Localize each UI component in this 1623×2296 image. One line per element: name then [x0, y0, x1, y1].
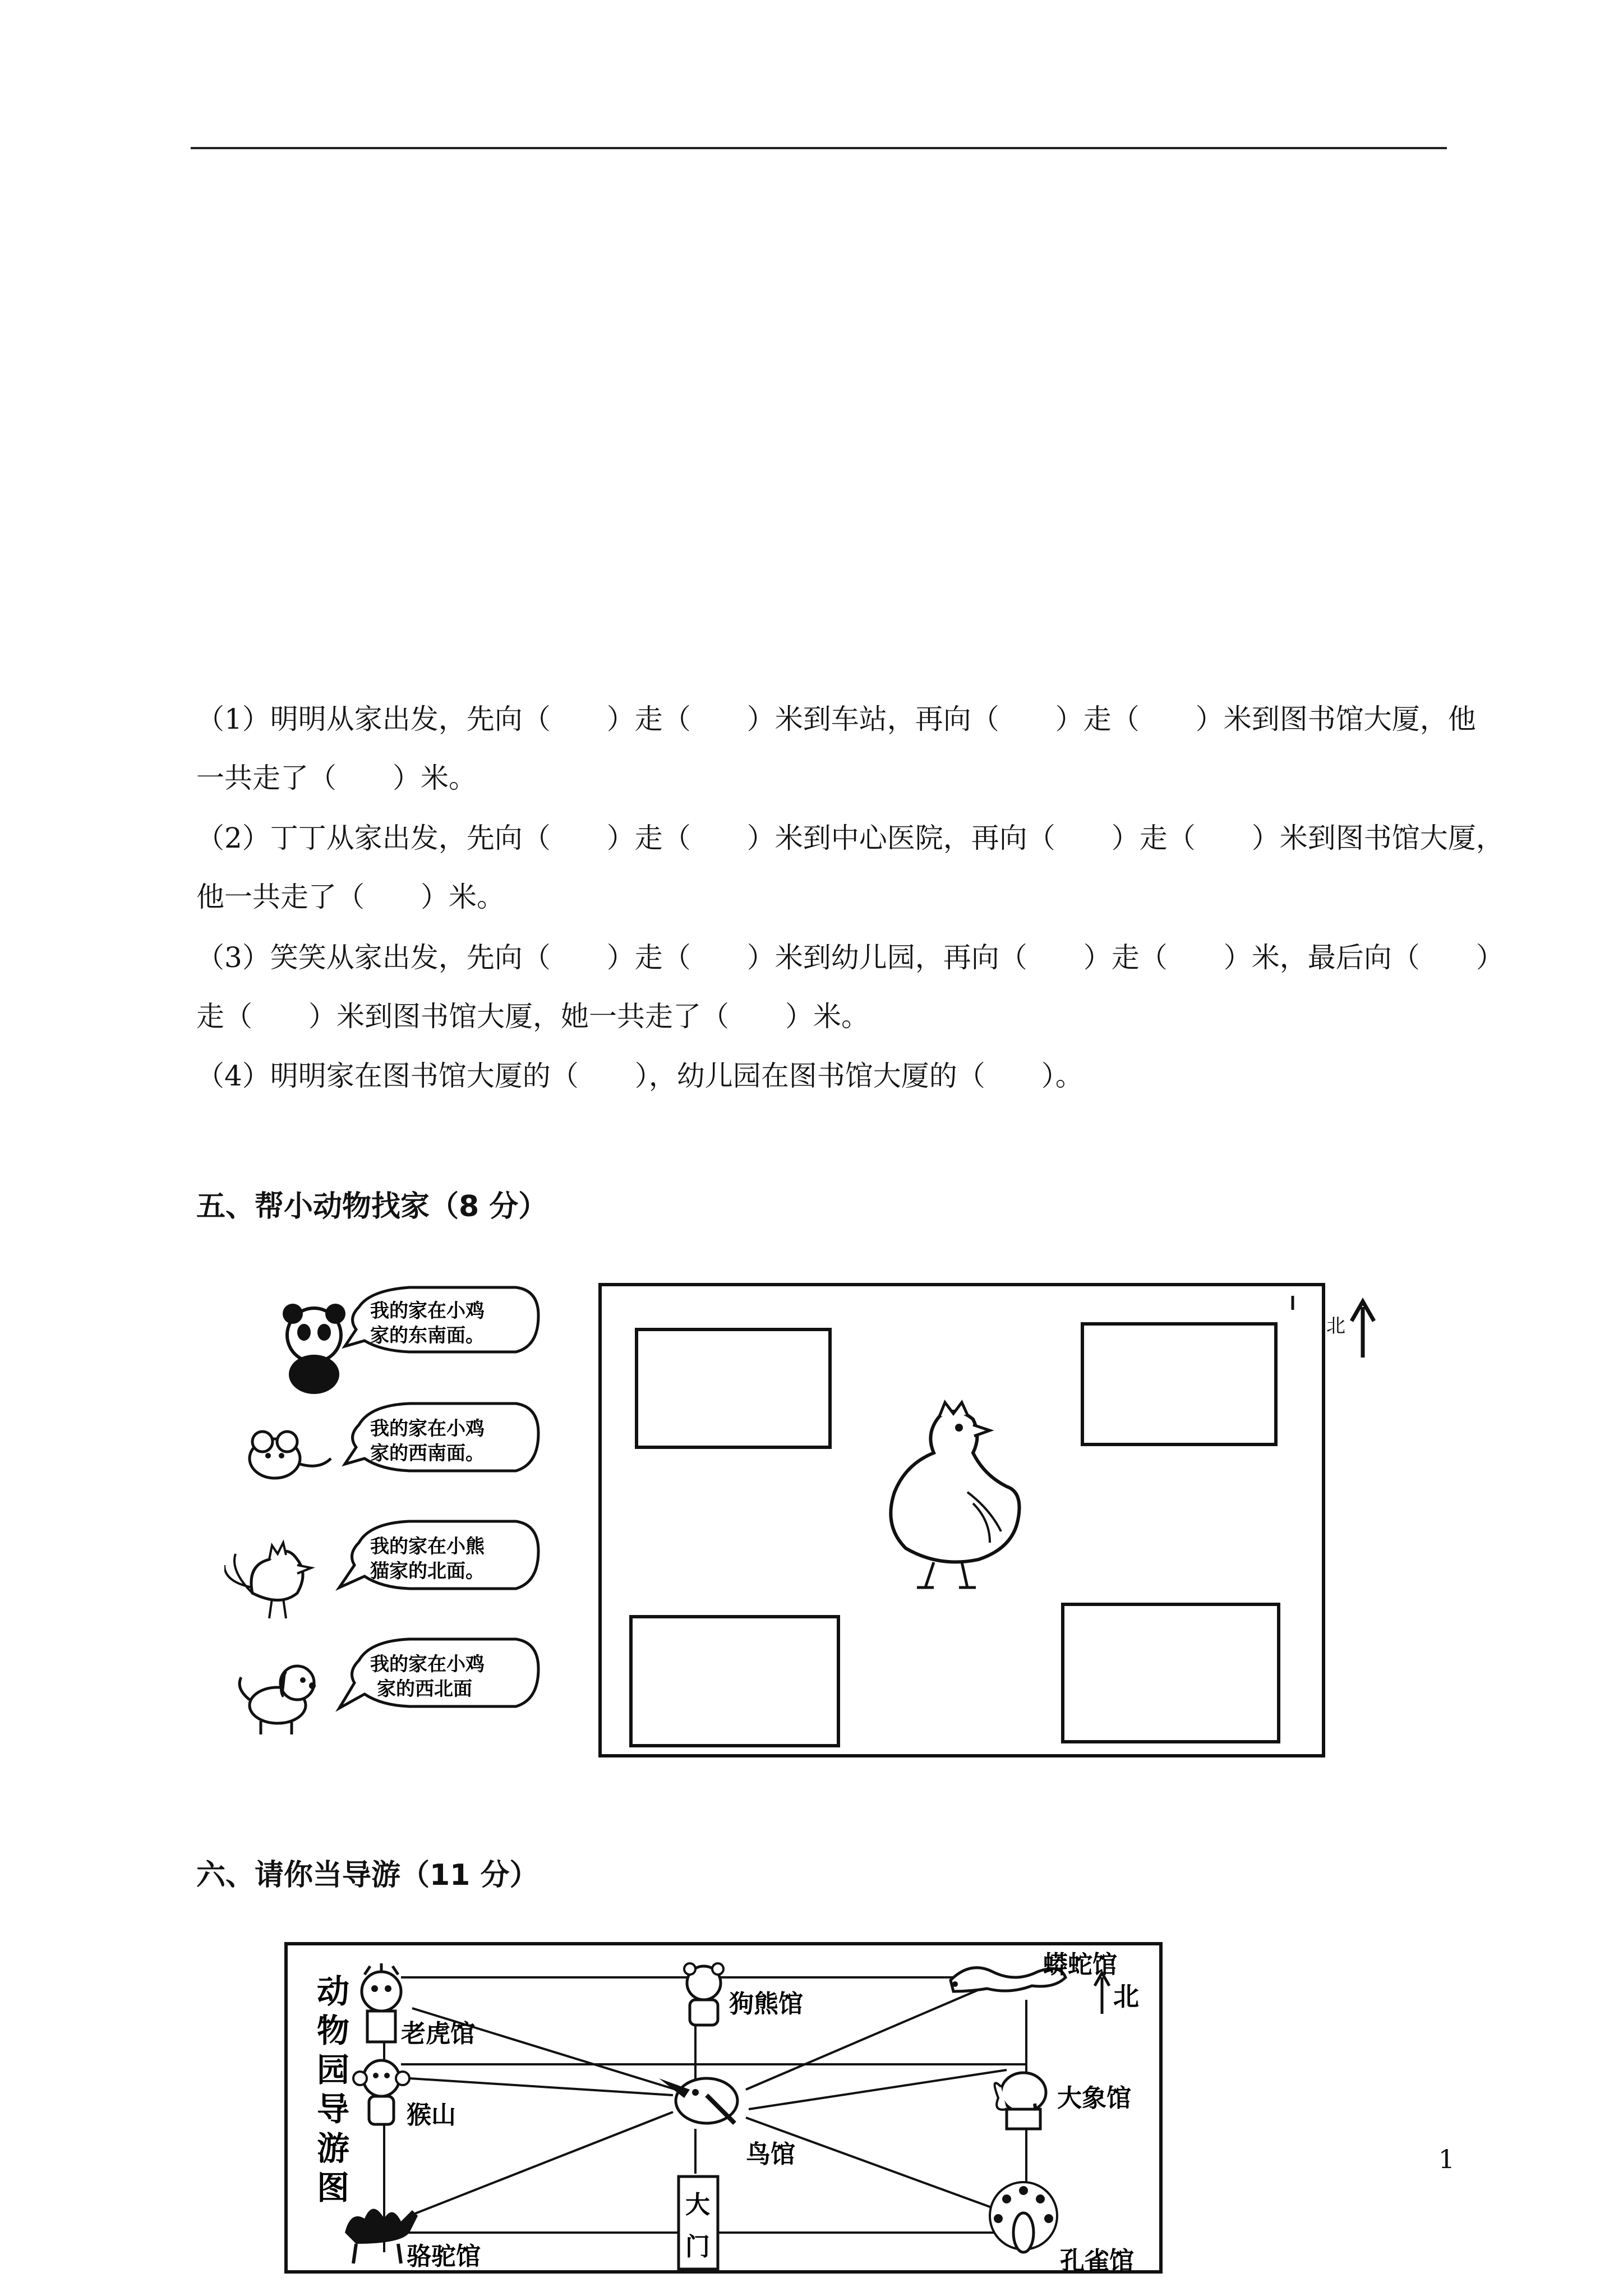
- map-title-char-1: 动: [317, 1972, 350, 2010]
- north-label: 北: [1326, 1315, 1345, 1337]
- mouse-icon: [250, 1432, 331, 1478]
- section-5-title: 五、帮小动物找家（8 分）: [196, 1190, 548, 1223]
- bubble-2-line-2: 家的西南面。: [370, 1442, 485, 1465]
- bubble-2-line-1: 我的家在小鸡: [370, 1418, 485, 1440]
- bubble-3-line-2: 猫家的北面。: [370, 1560, 485, 1582]
- dog-group: [239, 1639, 538, 1734]
- tiger-hall-label: 老虎馆: [401, 2019, 475, 2048]
- gate-char-2: 门: [685, 2233, 710, 2261]
- panda-group: [283, 1287, 538, 1394]
- map-title-char-2: 物: [317, 2012, 350, 2050]
- zoo-guide-map: [280, 1938, 1166, 2286]
- bear-hall-label: 狗熊馆: [729, 1990, 803, 2018]
- question-3-line-2: 走（ ）米到图书馆大厦，她一共走了（ ）米。: [196, 1000, 869, 1033]
- north-indicator: [1326, 1301, 1374, 1358]
- map-title-char-5: 游: [317, 2129, 350, 2168]
- question-2-line-2: 他一共走了（ ）米。: [196, 881, 505, 913]
- camel-hall-label: 骆驼馆: [407, 2242, 481, 2271]
- zoo-north-label: 北: [1113, 1981, 1139, 2012]
- map-title-char-3: 园: [317, 2051, 350, 2089]
- panda-icon: [283, 1304, 345, 1394]
- chick-icon: [891, 1402, 1019, 1588]
- peacock-hall-label: 孔雀馆: [1060, 2247, 1134, 2275]
- question-4-line-1: （4）明明家在图书馆大厦的（ ），幼儿园在图书馆大厦的（ ）。: [196, 1060, 1083, 1092]
- rooster-group: [224, 1521, 538, 1618]
- bubble-1-line-1: 我的家在小鸡: [370, 1300, 485, 1322]
- dog-icon: [239, 1666, 316, 1734]
- header-rule: [191, 147, 1447, 149]
- rooster-icon: [224, 1543, 311, 1618]
- question-1-line-2: 一共走了（ ）米。: [196, 762, 477, 794]
- snake-hall-label: 蟒蛇馆: [1043, 1950, 1117, 1979]
- mouse-group: [250, 1404, 538, 1478]
- bubble-4-line-2: 家的西北面: [377, 1678, 472, 1700]
- answer-box-southeast[interactable]: [1063, 1604, 1279, 1742]
- animal-home-figure: [224, 1262, 1402, 1767]
- bubble-3-line-1: 我的家在小熊: [370, 1535, 485, 1558]
- question-1-line-1: （1）明明从家出发，先向（ ）走（ ）米到车站，再向（ ）走（ ）米到图书馆大厦，他: [196, 703, 1476, 735]
- bubble-4-line-1: 我的家在小鸡: [370, 1653, 485, 1676]
- answer-box-northeast[interactable]: [1082, 1324, 1276, 1444]
- bear-icon: [684, 1963, 723, 2025]
- map-title-char-4: 导: [317, 2090, 350, 2128]
- answer-box-northwest[interactable]: [637, 1329, 830, 1447]
- elephant-hall-label: 大象馆: [1057, 2084, 1131, 2113]
- map-title-char-6: 图: [317, 2169, 350, 2207]
- section-6-title: 六、请你当导游（11 分）: [196, 1858, 539, 1892]
- page-number: 1: [1438, 2144, 1455, 2174]
- monkey-hill-label: 猴山: [407, 2101, 456, 2129]
- bubble-1-line-2: 家的东南面。: [370, 1324, 485, 1347]
- question-2-line-1: （2）丁丁从家出发，先向（ ）走（ ）米到中心医院，再向（ ）走（ ）米到图书馆大厦，: [196, 822, 1504, 854]
- question-3-line-1: （3）笑笑从家出发，先向（ ）走（ ）米到幼儿园，再向（ ）走（ ）米，最后向（ ）: [196, 941, 1504, 974]
- answer-box-southwest[interactable]: [631, 1617, 838, 1746]
- bird-hall-label: 鸟馆: [746, 2140, 795, 2169]
- gate-char-1: 大: [685, 2191, 710, 2219]
